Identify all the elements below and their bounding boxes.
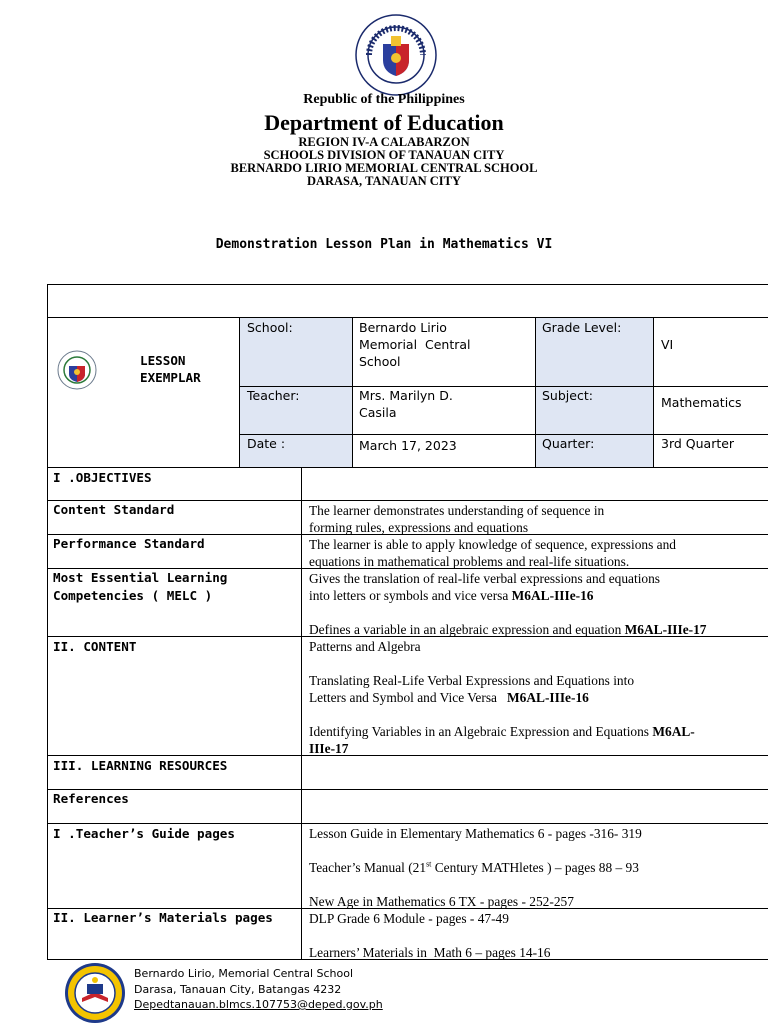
- lesson-label: LESSON: [140, 353, 186, 368]
- school-value-1: Bernardo Lirio: [359, 320, 447, 335]
- melc-line-1: Gives the translation of real-life verbal expressions and equations: [309, 571, 661, 586]
- learners-materials-line-1: DLP Grade 6 Module - pages - 47-49: [309, 911, 509, 926]
- teachers-guide-line-2: [309, 859, 639, 876]
- content-heading: II. CONTENT: [53, 639, 137, 654]
- grade-value: VI: [661, 337, 674, 352]
- content-line-3-text: Letters and Symbol and Vice Versa: [309, 690, 508, 705]
- tg-2-sup: st: [426, 859, 432, 869]
- content-standard-line-1: The learner demonstrates understanding of sequence in: [309, 503, 605, 518]
- melc-line-2: [309, 587, 594, 604]
- document-title: Demonstration Lesson Plan in Mathematics VI: [215, 237, 553, 252]
- objectives-heading: I .OBJECTIVES: [53, 470, 152, 485]
- quarter-label: Quarter:: [542, 436, 595, 451]
- teachers-guide-line-1: Lesson Guide in Elementary Mathematics 6 - pages -316- 319: [309, 826, 642, 841]
- content-code-16: M6AL-IIIe-16: [507, 690, 589, 705]
- performance-standard-label: Performance Standard: [53, 536, 205, 551]
- content-line-2: Translating Real-Life Verbal Expressions and Equations into: [309, 673, 635, 688]
- division-line: SCHOOLS DIVISION OF TANAUAN CITY: [263, 148, 505, 162]
- date-label: Date :: [247, 436, 286, 451]
- exemplar-label: EXEMPLAR: [140, 370, 201, 385]
- school-logo-footer: [62, 962, 128, 1024]
- teachers-guide-label: I .Teacher’s Guide pages: [53, 826, 235, 841]
- grade-label: Grade Level:: [542, 320, 622, 335]
- melc-code-16: M6AL-IIIe-16: [511, 588, 594, 603]
- references-heading: References: [53, 791, 129, 806]
- school-seal-small: [57, 350, 97, 390]
- teacher-value-1: Mrs. Marilyn D.: [359, 388, 453, 403]
- date-value: March 17, 2023: [359, 438, 457, 453]
- content-code-17a: M6AL-: [652, 724, 695, 739]
- melc-code-17: M6AL-IIIe-17: [624, 622, 707, 637]
- content-line-4: [309, 723, 695, 740]
- teacher-label: Teacher:: [247, 388, 300, 403]
- content-standard-line-2: forming rules, expressions and equations: [309, 520, 529, 535]
- content-standard-label: Content Standard: [53, 502, 175, 517]
- footer-email-link[interactable]: Depedtanauan.blmcs.107753@deped.gov.ph: [134, 998, 383, 1011]
- learners-materials-line-2: Learners’ Materials in Math 6 – pages 14-16: [309, 945, 551, 960]
- content-line-5: IIIe-17: [309, 741, 349, 756]
- performance-standard-line-1: The learner is able to apply knowledge of sequence, expressions and: [309, 537, 677, 552]
- melc-line-3: [309, 621, 707, 638]
- performance-standard-line-2: equations in mathematical problems and real-life situations.: [309, 554, 630, 569]
- subject-value: Mathematics: [661, 395, 742, 410]
- teacher-value-2: Casila: [359, 405, 397, 420]
- footer-address: Darasa, Tanauan City, Batangas 4232: [134, 983, 342, 996]
- learners-materials-label: II. Learner’s Materials pages: [53, 910, 273, 925]
- tg-2-b: Century MATHletes ) – pages 88 – 93: [431, 860, 639, 875]
- teachers-guide-line-3: New Age in Mathematics 6 TX - pages - 252-257: [309, 894, 574, 909]
- school-label: School:: [247, 320, 293, 335]
- tg-2-a: Teacher’s Manual (21: [309, 860, 427, 875]
- content-line-1: Patterns and Algebra: [309, 639, 421, 654]
- school-line: BERNARDO LIRIO MEMORIAL CENTRAL SCHOOL: [230, 161, 538, 175]
- school-value-3: School: [359, 354, 401, 369]
- school-value-2: Memorial Central: [359, 337, 471, 352]
- melc-label-2: Competencies ( MELC ): [53, 588, 213, 603]
- melc-line-2-text: into letters or symbols and vice versa: [309, 588, 512, 603]
- footer-school-name: Bernardo Lirio, Memorial Central School: [134, 967, 354, 980]
- deped-seal: [355, 14, 437, 96]
- content-line-3: [309, 689, 589, 706]
- region-line: REGION IV-A CALABARZON: [298, 135, 470, 149]
- quarter-value: 3rd Quarter: [661, 436, 735, 451]
- department-title: Department of Education: [264, 110, 504, 135]
- republic-line: Republic of the Philippines: [303, 92, 465, 107]
- learning-resources-heading: III. LEARNING RESOURCES: [53, 758, 228, 773]
- content-line-4-text: Identifying Variables in an Algebraic Expression and Equations: [309, 724, 653, 739]
- subject-label: Subject:: [542, 388, 593, 403]
- address-line: DARASA, TANAUAN CITY: [306, 174, 462, 188]
- melc-label-1: Most Essential Learning: [53, 570, 228, 585]
- melc-line-3-text: Defines a variable in an algebraic expression and equation: [309, 622, 625, 637]
